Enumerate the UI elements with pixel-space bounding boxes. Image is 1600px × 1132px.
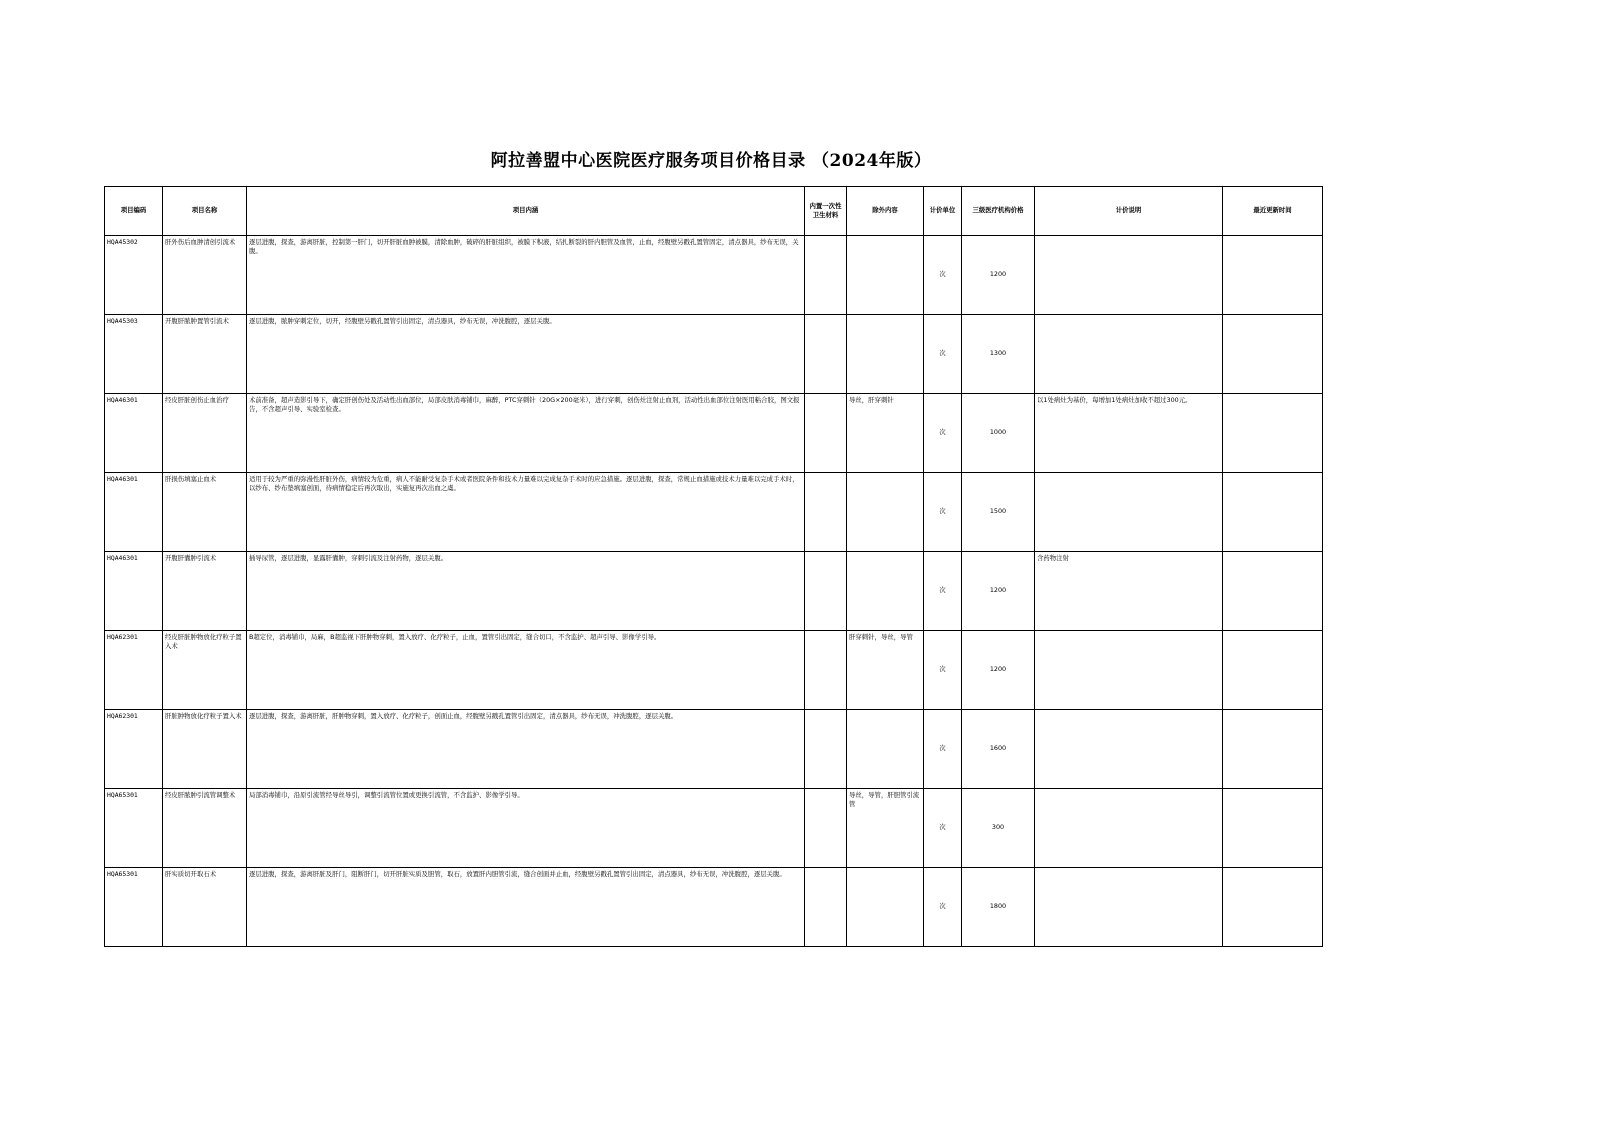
excluded-cell [847,236,924,315]
price-cell: 1300 [962,315,1035,394]
header-cell: 内置一次性卫生材料 [805,187,847,236]
note-cell [1035,710,1223,789]
code-cell: HQA45303 [105,315,163,394]
price-cell: 1500 [962,473,1035,552]
price-cell: 1600 [962,710,1035,789]
header-cell: 项目编码 [105,187,163,236]
unit-cell: 次 [924,868,962,947]
price-cell: 1800 [962,868,1035,947]
content-cell: 适用于较为严重的弥漫性肝脏外伤，病情较为危重，病人不能耐受复杂手术或者医院条件和技术力量难以完成复杂手术时的应急措施。逐层进腹，探查，常规止血措施或技术力量难以完成手术时，以纱布、纱布垫填塞创面，待病情稳定后再次取出，实施复再次出血之虞。 [247,473,805,552]
updated-cell [1223,394,1323,473]
header-row [105,187,1323,236]
name-cell: 肝外伤后血肿清创引流术 [163,236,247,315]
unit-cell: 次 [924,789,962,868]
unit-cell: 次 [924,315,962,394]
price-cell: 1200 [962,631,1035,710]
excluded-cell [847,868,924,947]
note-cell: 含药物注射 [1035,552,1223,631]
name-cell: 肝脏肿物放化疗粒子置入术 [163,710,247,789]
table-row [105,789,1323,868]
name-cell: 经皮肝脏肿物放化疗粒子置入术 [163,631,247,710]
content-cell: 逐层进腹，脓肿穿刺定位，切开，经腹壁另戳孔置管引出固定，清点器具，纱布无误，冲洗腹腔，逐层关腹。 [247,315,805,394]
name-cell: 经皮肝脏创伤止血治疗 [163,394,247,473]
header-cell: 最近更新时间 [1223,187,1323,236]
content-cell: 逐层进腹，探查，游离肝脏，控制第一肝门，切开肝脏血肿被膜，清除血肿，破碎的肝脏组织，被膜下积液，结扎断裂的肝内胆管及血管，止血，经腹壁另戳孔置管固定，清点器具，纱布无误，关腹。 [247,236,805,315]
updated-cell [1223,631,1323,710]
material-cell [805,315,847,394]
unit-cell: 次 [924,473,962,552]
table-row [105,394,1323,473]
code-cell: HQA46301 [105,473,163,552]
content-cell: 术前准备，超声造影引导下，确定肝创伤处及活动性出血部位，局部皮肤消毒铺巾，麻醉，PTC穿刺针（20G×200毫米），进行穿刺，创伤灶注射止血剂，活动性出血部位注射医用粘合胶，图文报告，不含超声引导、实验室检查。 [247,394,805,473]
table-body [105,236,1323,947]
note-cell [1035,631,1223,710]
excluded-cell [847,710,924,789]
name-cell: 肝损伤填塞止血术 [163,473,247,552]
content-cell: 逐层进腹，探查，游离肝脏及肝门，阻断肝门，切开肝脏实质及胆管，取石，放置肝内胆管引流，缝合创面并止血，经腹壁另戳孔置管引出固定，清点器具，纱布无误，冲洗腹腔，逐层关腹。 [247,868,805,947]
material-cell [805,789,847,868]
document-title: 阿拉善盟中心医院医疗服务项目价格目录 （2024年版） [490,151,932,171]
material-cell [805,710,847,789]
code-cell: HQA62301 [105,710,163,789]
code-cell: HQA62301 [105,631,163,710]
name-cell: 经皮肝脓肿引流管调整术 [163,789,247,868]
updated-cell [1223,315,1323,394]
unit-cell: 次 [924,394,962,473]
updated-cell [1223,473,1323,552]
content-cell: B超定位，消毒铺巾，局麻，B超监视下肝肿物穿刺，置入放疗、化疗粒子，止血，置管引出固定，缝合切口，不含监护、超声引导、影像学引导。 [247,631,805,710]
material-cell [805,236,847,315]
header-cell: 项目名称 [163,187,247,236]
excluded-cell: 导丝，肝穿刺针 [847,394,924,473]
content-cell: 局部消毒铺巾，沿原引流管经导丝导引，调整引流管位置或更换引流管，不含监护、影像学引导。 [247,789,805,868]
price-cell: 300 [962,789,1035,868]
excluded-cell: 导丝，导管，肝胆管引流管 [847,789,924,868]
updated-cell [1223,552,1323,631]
excluded-cell [847,473,924,552]
unit-cell: 次 [924,631,962,710]
table-row [105,315,1323,394]
price-cell: 1000 [962,394,1035,473]
updated-cell [1223,710,1323,789]
material-cell [805,868,847,947]
name-cell: 开腹肝脓肿置管引流术 [163,315,247,394]
updated-cell [1223,868,1323,947]
table-row [105,236,1323,315]
header-cell: 计价单位 [924,187,962,236]
excluded-cell: 肝穿刺针，导丝，导管 [847,631,924,710]
content-cell: 逐层进腹，探查，游离肝脏，肝肿物穿刺，置入放疗、化疗粒子，创面止血，经腹壁另戳孔置管引出固定，清点器具，纱布无误，冲洗腹腔，逐层关腹。 [247,710,805,789]
header-cell: 三级医疗机构价格 [962,187,1035,236]
note-cell [1035,473,1223,552]
note-cell [1035,236,1223,315]
material-cell [805,631,847,710]
code-cell: HQA46301 [105,552,163,631]
material-cell [805,473,847,552]
table-row [105,710,1323,789]
excluded-cell [847,552,924,631]
code-cell: HQA65301 [105,789,163,868]
note-cell: 以1处病灶为基价，每增加1处病灶加收不超过300元。 [1035,394,1223,473]
header-cell: 除外内容 [847,187,924,236]
name-cell: 肝实质切开取石术 [163,868,247,947]
price-table [104,186,1323,947]
note-cell [1035,315,1223,394]
table-row [105,631,1323,710]
table-row [105,868,1323,947]
unit-cell: 次 [924,552,962,631]
price-cell: 1200 [962,552,1035,631]
header-cell: 计价说明 [1035,187,1223,236]
price-cell: 1200 [962,236,1035,315]
unit-cell: 次 [924,710,962,789]
code-cell: HQA45302 [105,236,163,315]
material-cell [805,394,847,473]
table-row [105,473,1323,552]
note-cell [1035,868,1223,947]
updated-cell [1223,236,1323,315]
note-cell [1035,789,1223,868]
updated-cell [1223,789,1323,868]
excluded-cell [847,315,924,394]
table-row [105,552,1323,631]
content-cell: 插导尿管，逐层进腹，显露肝囊肿，穿刺引流及注射药物，逐层关腹。 [247,552,805,631]
name-cell: 开腹肝囊肿引流术 [163,552,247,631]
code-cell: HQA46301 [105,394,163,473]
material-cell [805,552,847,631]
code-cell: HQA65301 [105,868,163,947]
header-cell: 项目内涵 [247,187,805,236]
unit-cell: 次 [924,236,962,315]
